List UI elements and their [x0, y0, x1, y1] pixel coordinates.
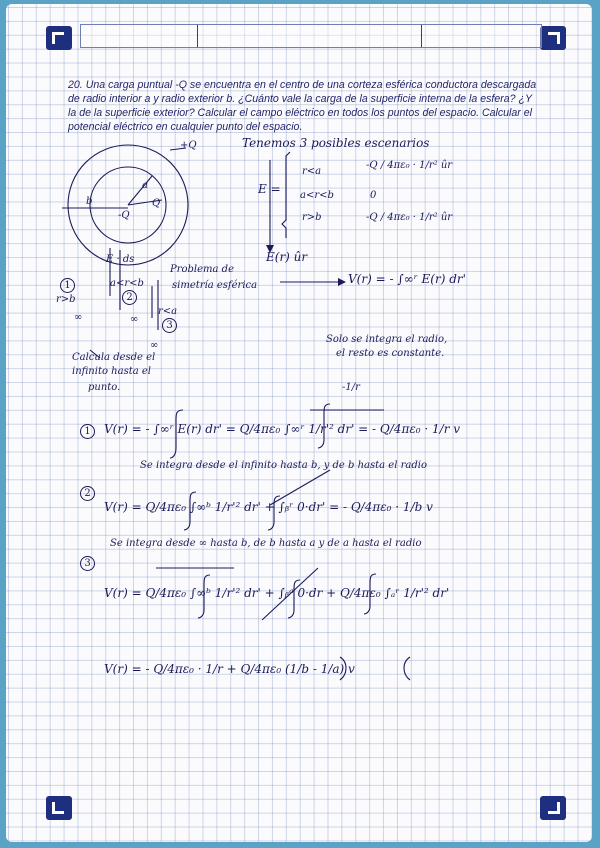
surface-integral-label: E · ds [106, 254, 135, 265]
step-1-marker: 1 [80, 424, 95, 439]
infinity-2: ∞ [130, 314, 139, 325]
field-e-label: E = [258, 182, 281, 196]
region-r-lt-a: r<a [158, 306, 178, 317]
radius-a-label: a [142, 180, 148, 191]
case-1-field: -Q / 4πε₀ · 1/r² ûr [366, 160, 453, 171]
note-calc-3: punto. [88, 382, 121, 393]
case-1-condition: r<a [302, 166, 322, 177]
case-2-condition: a<r<b [300, 190, 334, 201]
infinity-3: ∞ [150, 340, 159, 351]
note-calc-2: infinito hasta el [72, 366, 151, 377]
step-4-equation: V(r) = - Q/4πε₀ · 1/r + Q/4πε₀ (1/b - 1/a) v [104, 662, 355, 676]
note-solo-1: Solo se integra el radio, [326, 334, 448, 345]
note-calc-1: Calcula desde el [72, 352, 156, 363]
note-solo-2: el resto es constante. [336, 348, 445, 359]
step-2-marker: 2 [80, 486, 95, 501]
symmetry-line-2: simetría esférica [172, 280, 258, 291]
step-3-marker: 3 [80, 556, 95, 571]
infinity-1: ∞ [74, 312, 83, 323]
region-r-gt-b: r>b [56, 294, 76, 305]
potential-definition: V(r) = - ∫∞ʳ E(r) dr' [348, 272, 466, 286]
step-3-note: Se integra desde ∞ hasta b, de b hasta a y de a hasta el radio [110, 538, 422, 549]
case-3-condition: r>b [302, 212, 322, 223]
region-a-r-b: a<r<b [110, 278, 144, 289]
symmetry-line-1: Problema de [170, 264, 234, 275]
case-2-marker: 2 [122, 290, 137, 305]
center-charge-label: -Q [118, 210, 130, 221]
problem-number: 20. [68, 79, 83, 91]
problem-text: Una carga puntual -Q se encuentra en el centro de una corteza esférica conductora descargada de radio interior a y radio exterior b. ¿Cuánto vale la carga de la superficie interna de la esfera? ¿Y la de la superficie exterior? Calcular el campo eléctrico en todos los puntos del espacio. Calcular el potencial eléctrico en cualquier punto del espacio. [68, 79, 537, 133]
case-2-field: 0 [370, 190, 377, 201]
step-2-note: Se integra desde el infinito hasta b, y de b hasta el radio [140, 460, 427, 471]
note-minus-over-r: -1/r [342, 382, 360, 393]
case-3-field: -Q / 4πε₀ · 1/r² ûr [366, 212, 453, 223]
radius-b-label: b [86, 196, 93, 207]
inner-charge-label: Q [152, 198, 161, 209]
case-1-marker: 1 [60, 278, 75, 293]
scenarios-intro: Tenemos 3 posibles escenarios [242, 136, 430, 150]
case-3-marker: 3 [162, 318, 177, 333]
step-2-equation: V(r) = Q/4πε₀ ∫∞ᵇ 1/r'² dr' + ∫ᵦʳ 0·dr' = - Q/4πε₀ · 1/b v [104, 500, 433, 514]
field-radial: E(r) ûr [266, 250, 308, 264]
step-3-equation: V(r) = Q/4πε₀ ∫∞ᵇ 1/r'² dr' + ∫ᵦᵃ 0·dr + Q/4πε₀ ∫ₐʳ 1/r'² dr' [104, 586, 450, 600]
step-1-equation: V(r) = - ∫∞ʳ E(r) dr' = Q/4πε₀ ∫∞ʳ 1/r'² dr' = - Q/4πε₀ · 1/r v [104, 422, 461, 436]
charge-outer-label: +Q [180, 140, 197, 151]
